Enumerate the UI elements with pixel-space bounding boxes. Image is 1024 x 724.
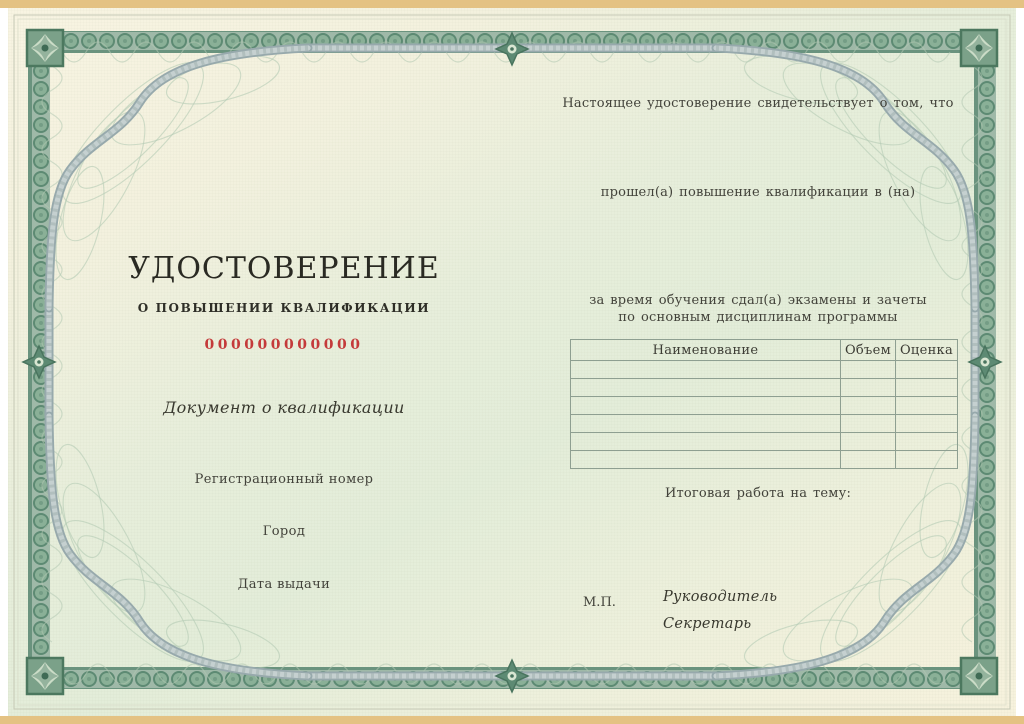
exams-line-1: за время обучения сдал(а) экзамены и зачеты xyxy=(589,293,927,308)
corner-guilloche-top-right xyxy=(716,45,979,308)
secretary-signature-label: Секретарь xyxy=(663,616,752,632)
corner-square-ornament-top-left xyxy=(27,30,63,66)
exams-line-2: по основным дисциплинам программы xyxy=(618,310,898,325)
final-work-label: Итоговая работа на тему: xyxy=(664,486,852,501)
registration-number-label: Регистрационный номер xyxy=(194,472,374,487)
issue-date-label: Дата выдачи xyxy=(237,577,331,592)
corner-square-ornament-bottom-left xyxy=(27,658,63,694)
corner-guilloche-bottom-left xyxy=(45,416,308,679)
certificate-subtitle: О ПОВЫШЕНИИ КВАЛИФИКАЦИИ xyxy=(137,301,431,315)
table-header-row xyxy=(571,340,958,361)
table-row xyxy=(571,433,958,451)
statement-line-2: прошел(а) повышение квалификации в (на) xyxy=(600,185,916,200)
table-row xyxy=(571,415,958,433)
table-row xyxy=(571,451,958,469)
corner-square-ornament-top-right xyxy=(961,30,997,66)
column-header-name: Наименование xyxy=(571,340,841,361)
document-kind-label: Документ о квалификации xyxy=(163,398,405,417)
city-label: Город xyxy=(262,524,306,539)
table-row xyxy=(571,379,958,397)
backdrop-bar-top xyxy=(0,0,1024,8)
table-row xyxy=(571,361,958,379)
table-row xyxy=(571,397,958,415)
certificate-page xyxy=(8,8,1016,716)
exams-statement xyxy=(553,292,963,326)
corner-square-ornament-bottom-right xyxy=(961,658,997,694)
certificate-title: УДОСТОВЕРЕНИЕ xyxy=(128,251,440,286)
column-header-grade: Оценка xyxy=(896,340,958,361)
stamp-place-label: М.П. xyxy=(583,595,616,610)
statement-line-1: Настоящее удостоверение свидетельствует о том, что xyxy=(562,96,954,111)
column-header-volume: Объем xyxy=(841,340,896,361)
subjects-table xyxy=(570,339,958,469)
head-signature-label: Руководитель xyxy=(663,589,778,605)
serial-number: 000000000000 xyxy=(204,337,364,353)
backdrop-bar-bottom xyxy=(0,716,1024,724)
